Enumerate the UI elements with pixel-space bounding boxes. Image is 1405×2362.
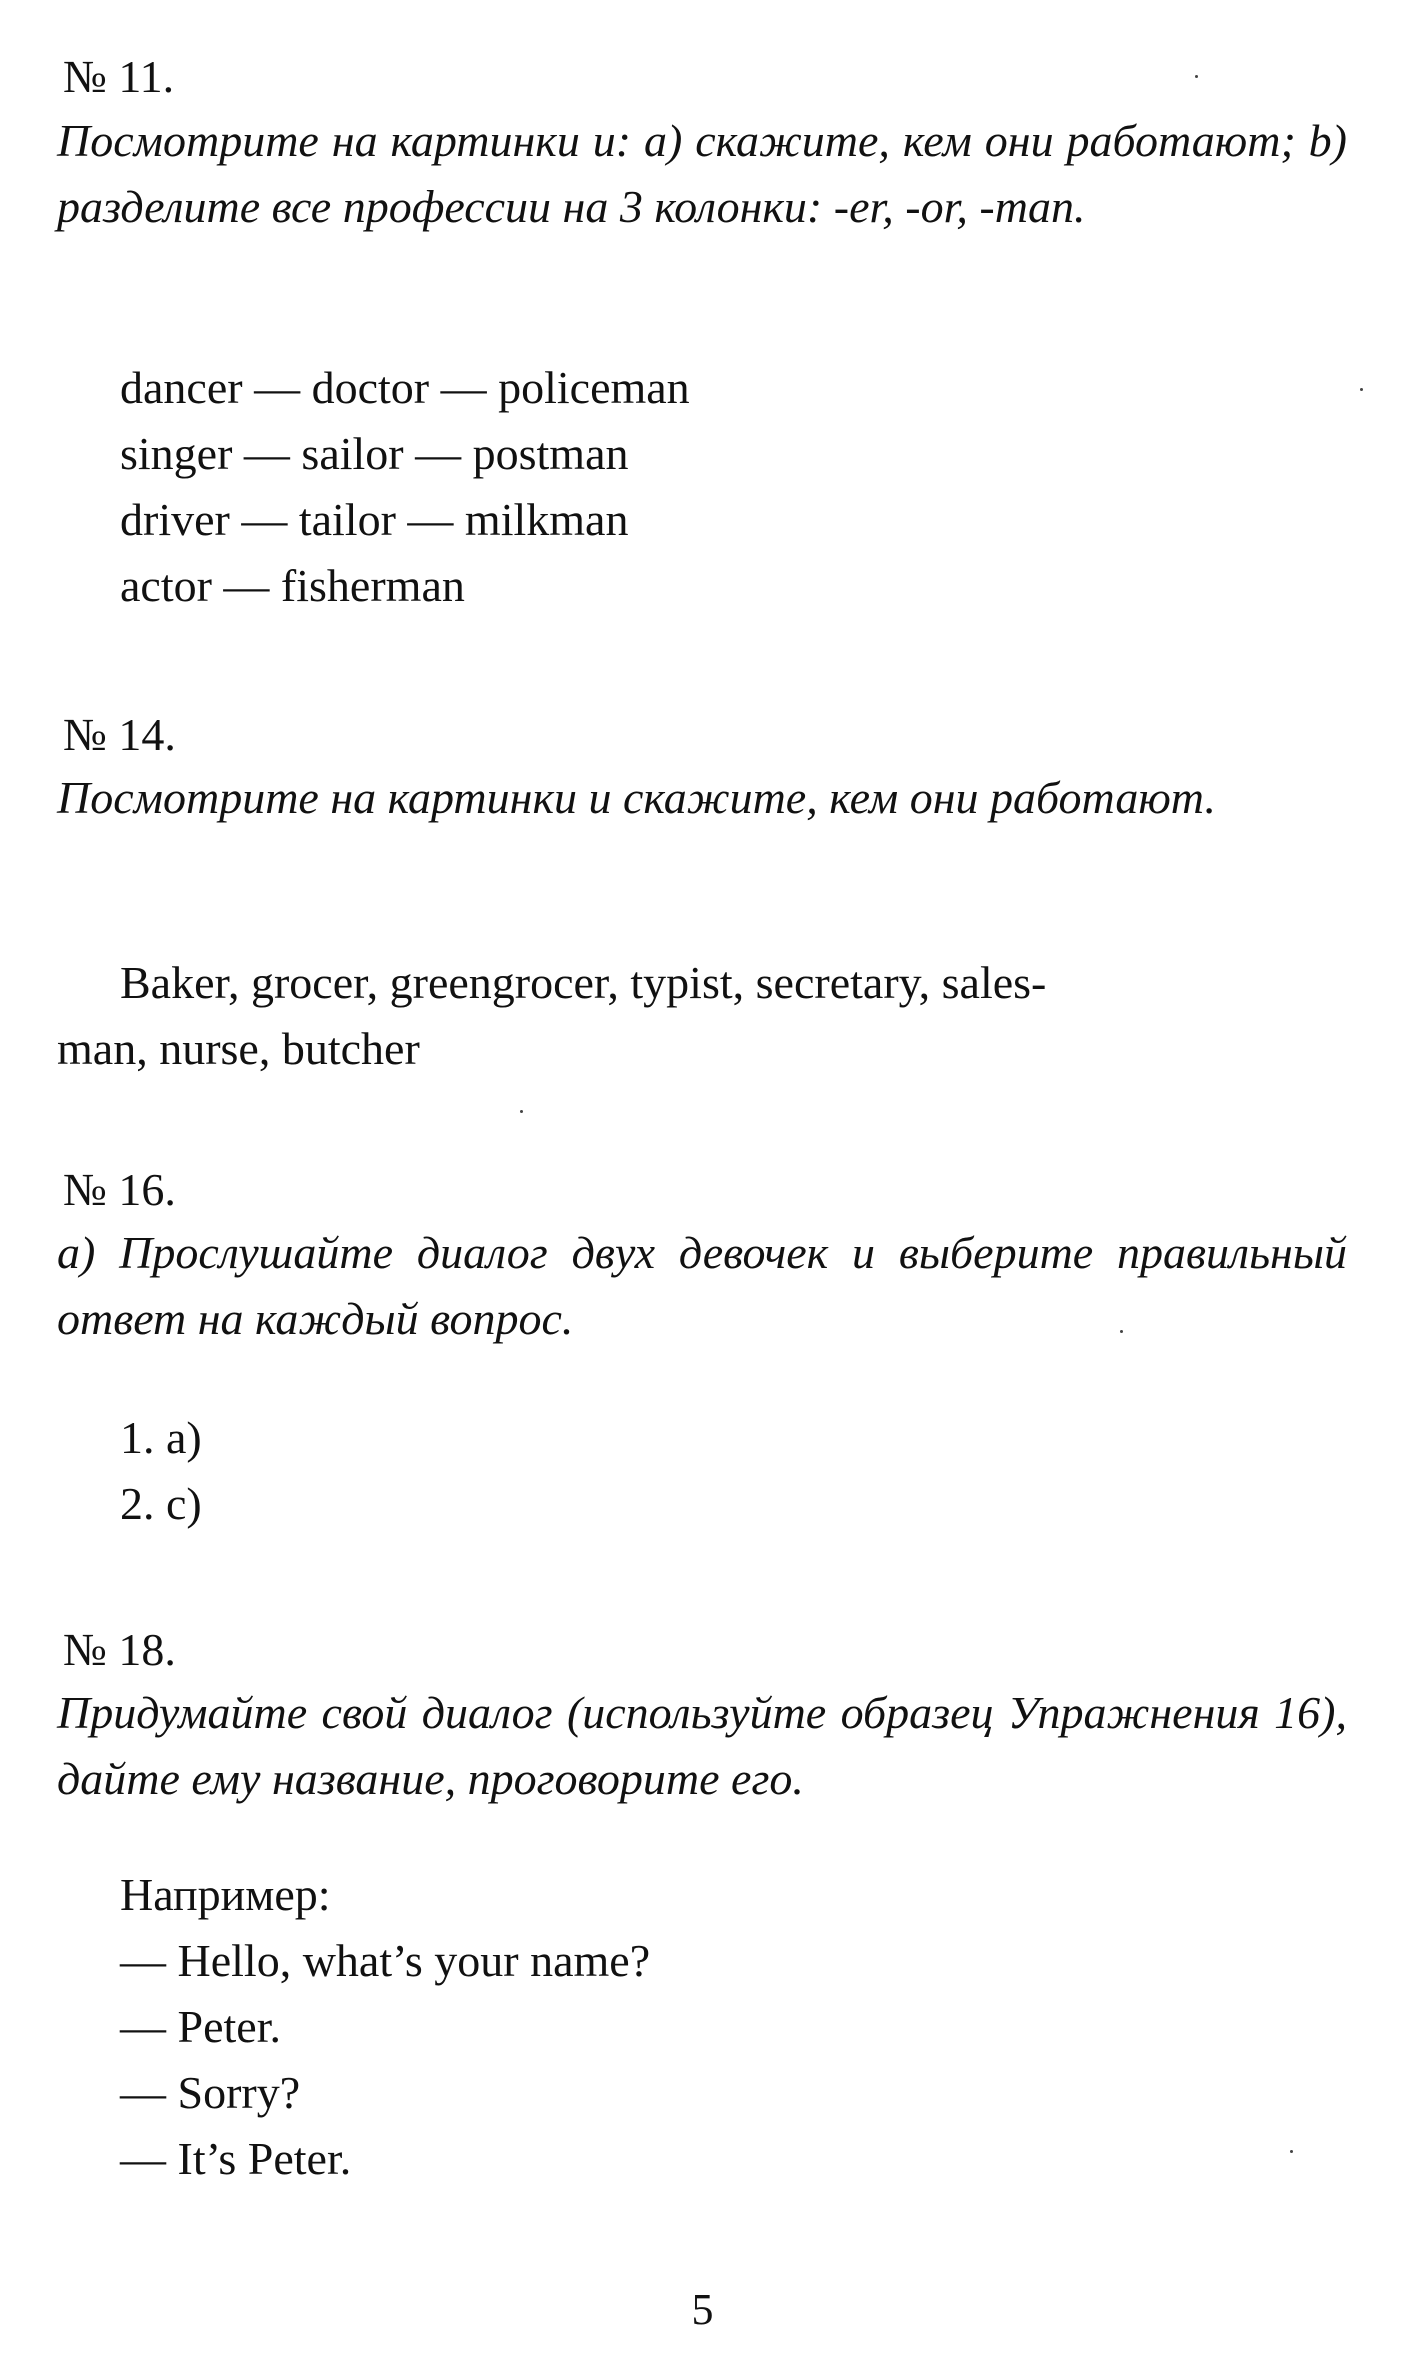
answer-line: — It’s Peter. bbox=[120, 2133, 352, 2184]
answer-line: Например: bbox=[120, 1869, 331, 1920]
exercise-14-number: № 14. bbox=[63, 709, 176, 760]
exercise-18-number: № 18. bbox=[63, 1624, 176, 1675]
answer-line: 1. a) bbox=[120, 1412, 202, 1463]
scan-speck bbox=[1120, 1330, 1123, 1333]
answer-line: Baker, grocer, greengrocer, typist, secretary, sales- bbox=[120, 957, 1047, 1008]
exercise-16-answers bbox=[120, 1405, 202, 1537]
exercise-14-task: Посмотрите на картинки и скажите, кем они работают. bbox=[57, 772, 1217, 823]
answer-line: — Peter. bbox=[120, 2001, 281, 2052]
exercise-18-task: Придумайте свой диалог (используйте образец Упражнения 16), дайте ему название, проговорите его. bbox=[57, 1687, 1347, 1804]
scan-speck bbox=[1290, 2150, 1293, 2153]
page-number: 5 bbox=[691, 2285, 714, 2334]
answer-line: actor — fisherman bbox=[120, 560, 465, 611]
exercise-14-answer bbox=[57, 950, 1347, 1082]
scan-speck bbox=[1360, 388, 1363, 391]
answer-line: dancer — doctor — policeman bbox=[120, 362, 690, 413]
answer-line: — Sorry? bbox=[120, 2067, 301, 2118]
answer-line: 2. c) bbox=[120, 1478, 202, 1529]
scan-speck bbox=[520, 1110, 523, 1113]
exercise-11-number: № 11. bbox=[63, 51, 175, 102]
scan-speck bbox=[1195, 75, 1198, 78]
answer-line: singer — sailor — postman bbox=[120, 428, 629, 479]
exercise-16-number: № 16. bbox=[63, 1164, 176, 1215]
answer-line: driver — tailor — milkman bbox=[120, 494, 629, 545]
exercise-16-task: а) Прослушайте диалог двух девочек и выберите правильный ответ на каждый вопрос. bbox=[57, 1227, 1347, 1344]
answer-line: — Hello, what’s your name? bbox=[120, 1935, 651, 1986]
answer-line: man, nurse, butcher bbox=[57, 1023, 420, 1074]
exercise-11-task: Посмотрите на картинки и: а) скажите, кем они работают; b) разделите все профессии на 3 колонки: -er, -or, -man. bbox=[57, 115, 1347, 232]
exercise-18-dialog bbox=[120, 1862, 650, 2192]
exercise-11-answers bbox=[120, 355, 690, 619]
